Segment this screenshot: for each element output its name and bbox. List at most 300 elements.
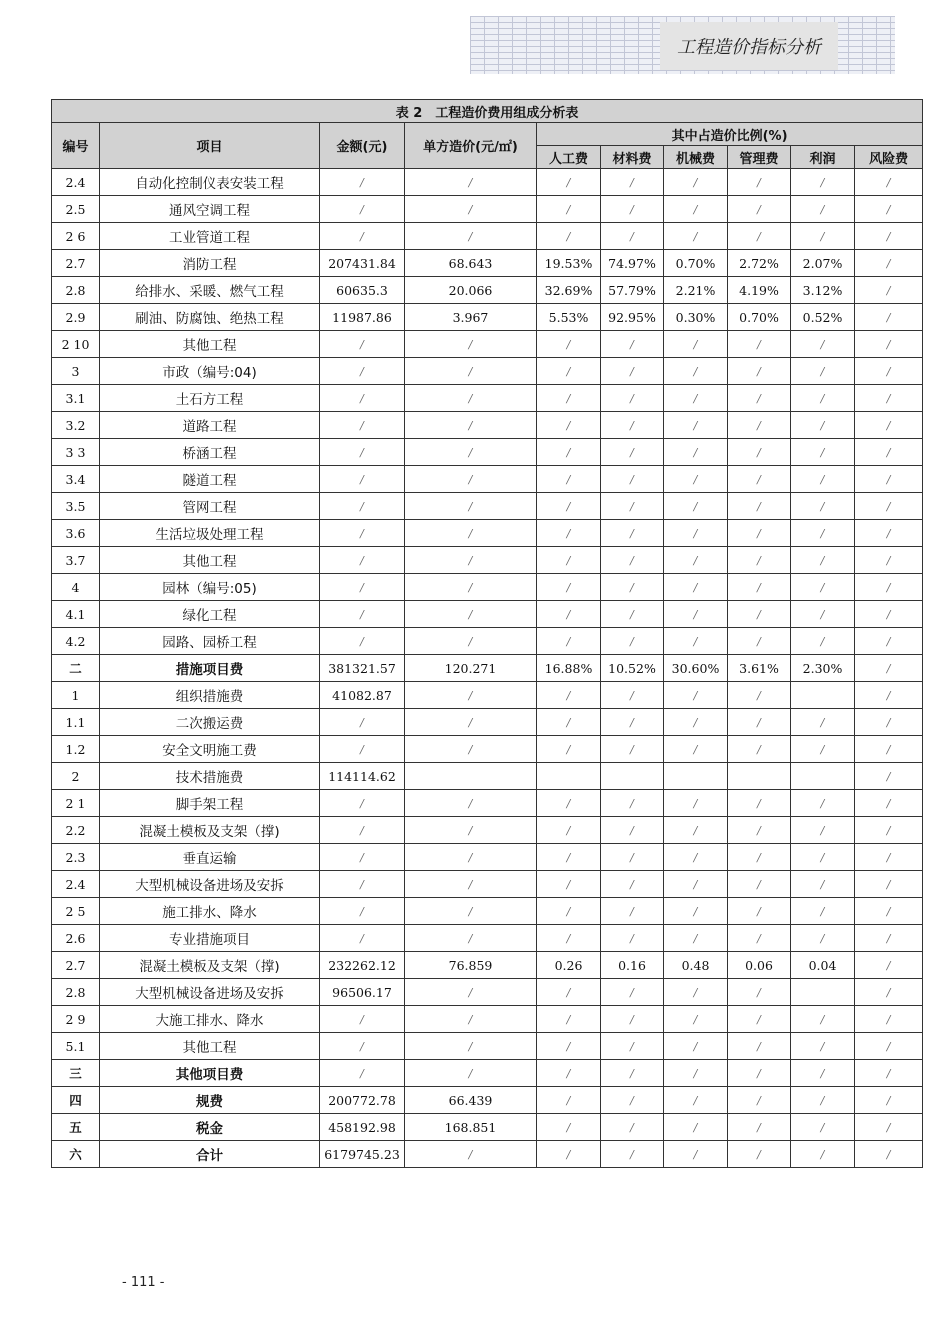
row-labor: 0.26 [537,952,601,979]
header-item: 项目 [100,123,320,169]
row-management: / [728,979,791,1006]
row-labor: / [537,1060,601,1087]
row-risk: / [855,682,923,709]
row-machinery: / [664,898,728,925]
row-machinery: / [664,223,728,250]
row-material: / [601,790,664,817]
row-risk: / [855,223,923,250]
row-amount: / [320,466,405,493]
row-material: / [601,709,664,736]
row-amount: / [320,871,405,898]
row-unit-price: / [405,574,537,601]
row-no: 2.8 [52,277,100,304]
row-item: 自动化控制仪表安装工程 [100,169,320,196]
table-row [52,682,923,709]
row-management: / [728,412,791,439]
row-risk: / [855,385,923,412]
row-labor: / [537,736,601,763]
row-risk: / [855,763,923,790]
row-material: / [601,979,664,1006]
row-item: 二次搬运费 [100,709,320,736]
row-amount: 41082.87 [320,682,405,709]
row-machinery: / [664,412,728,439]
row-item: 刷油、防腐蚀、绝热工程 [100,304,320,331]
table-row [52,1141,923,1168]
row-labor: / [537,331,601,358]
table-body [52,169,923,1168]
row-no: 2.7 [52,952,100,979]
row-no: 3.7 [52,547,100,574]
table-row [52,979,923,1006]
row-machinery: / [664,331,728,358]
row-labor: / [537,169,601,196]
row-unit-price: / [405,385,537,412]
row-unit-price: / [405,1006,537,1033]
row-profit: / [791,925,855,952]
table-row [52,574,923,601]
row-risk: / [855,196,923,223]
row-labor: / [537,1087,601,1114]
row-risk: / [855,1087,923,1114]
row-unit-price: / [405,601,537,628]
row-material: / [601,736,664,763]
row-unit-price: / [405,682,537,709]
row-profit: / [791,1060,855,1087]
row-machinery: / [664,601,728,628]
row-risk: / [855,871,923,898]
row-item: 通风空调工程 [100,196,320,223]
row-risk: / [855,1033,923,1060]
row-amount: 207431.84 [320,250,405,277]
row-item: 园路、园桥工程 [100,628,320,655]
row-unit-price: / [405,547,537,574]
row-risk: / [855,601,923,628]
row-risk: / [855,790,923,817]
row-amount: / [320,547,405,574]
row-risk: / [855,304,923,331]
row-item: 合计 [100,1141,320,1168]
row-management: / [728,601,791,628]
row-management: / [728,736,791,763]
row-material: / [601,547,664,574]
row-item: 土石方工程 [100,385,320,412]
row-management: / [728,844,791,871]
row-labor: / [537,466,601,493]
row-unit-price: / [405,871,537,898]
row-labor [537,763,601,790]
table-row [52,763,923,790]
row-profit: / [791,520,855,547]
row-profit: / [791,1033,855,1060]
row-item: 技术措施费 [100,763,320,790]
header-amount: 金额(元) [320,123,405,169]
row-material: 92.95% [601,304,664,331]
row-profit [791,682,855,709]
row-amount: / [320,601,405,628]
row-material: / [601,1114,664,1141]
row-material: 0.16 [601,952,664,979]
row-profit: / [791,1006,855,1033]
row-labor: / [537,412,601,439]
row-management: / [728,871,791,898]
row-material: / [601,682,664,709]
row-labor: / [537,817,601,844]
row-no: 2.6 [52,925,100,952]
row-no: 2.4 [52,871,100,898]
row-profit: / [791,574,855,601]
row-risk: / [855,709,923,736]
row-risk: / [855,844,923,871]
row-profit: / [791,358,855,385]
row-no: 2.3 [52,844,100,871]
row-labor: / [537,871,601,898]
row-material: / [601,169,664,196]
row-profit: / [791,169,855,196]
row-machinery: / [664,844,728,871]
row-material: / [601,898,664,925]
row-management: / [728,1060,791,1087]
row-labor: / [537,574,601,601]
row-risk: / [855,520,923,547]
row-management: / [728,574,791,601]
row-machinery: 0.48 [664,952,728,979]
row-labor: 19.53% [537,250,601,277]
row-unit-price: / [405,925,537,952]
row-material: / [601,1006,664,1033]
row-machinery: / [664,196,728,223]
row-amount: 6179745.23 [320,1141,405,1168]
header-machinery: 机械费 [664,146,728,169]
row-amount: / [320,520,405,547]
row-amount: / [320,709,405,736]
row-no: 2 1 [52,790,100,817]
row-machinery: / [664,1141,728,1168]
row-management: / [728,817,791,844]
row-risk: / [855,1114,923,1141]
row-management: 2.72% [728,250,791,277]
row-management: / [728,196,791,223]
row-item: 道路工程 [100,412,320,439]
row-no: 3.4 [52,466,100,493]
row-item: 给排水、采暖、燃气工程 [100,277,320,304]
row-labor: / [537,844,601,871]
row-profit: 2.07% [791,250,855,277]
row-profit: / [791,736,855,763]
header-no: 编号 [52,123,100,169]
row-no: 2 6 [52,223,100,250]
table-row [52,412,923,439]
row-management: / [728,223,791,250]
table-row [52,493,923,520]
row-item: 垂直运输 [100,844,320,871]
row-management: / [728,628,791,655]
row-risk: / [855,1060,923,1087]
row-machinery: 2.21% [664,277,728,304]
row-profit: 3.12% [791,277,855,304]
row-no: 3 [52,358,100,385]
row-management: / [728,925,791,952]
row-unit-price: / [405,493,537,520]
row-amount: 458192.98 [320,1114,405,1141]
row-no: 2.2 [52,817,100,844]
row-no: 2.7 [52,250,100,277]
row-risk: / [855,952,923,979]
row-amount: / [320,385,405,412]
row-risk: / [855,736,923,763]
row-unit-price: / [405,466,537,493]
row-machinery: 30.60% [664,655,728,682]
row-risk: / [855,1141,923,1168]
row-labor: / [537,709,601,736]
row-no: 2 10 [52,331,100,358]
row-item: 工业管道工程 [100,223,320,250]
row-amount: / [320,196,405,223]
row-amount: 60635.3 [320,277,405,304]
row-labor: 16.88% [537,655,601,682]
row-amount: / [320,817,405,844]
row-item: 大型机械设备进场及安拆 [100,871,320,898]
row-risk: / [855,925,923,952]
table-row [52,925,923,952]
row-unit-price: / [405,520,537,547]
row-machinery: / [664,1006,728,1033]
row-material: / [601,412,664,439]
row-machinery: / [664,439,728,466]
row-profit: / [791,628,855,655]
row-profit: 0.52% [791,304,855,331]
row-item: 混凝土模板及支架（撑) [100,817,320,844]
row-profit: / [791,331,855,358]
row-risk: / [855,898,923,925]
row-risk: / [855,331,923,358]
row-labor: / [537,790,601,817]
row-amount: / [320,844,405,871]
row-no: 4.2 [52,628,100,655]
row-material: 10.52% [601,655,664,682]
row-management: / [728,1033,791,1060]
row-machinery: / [664,547,728,574]
row-amount: / [320,1060,405,1087]
row-material: / [601,223,664,250]
row-labor: / [537,493,601,520]
row-material: / [601,1060,664,1087]
row-item: 混凝土模板及支架（撑) [100,952,320,979]
row-management: / [728,1006,791,1033]
row-material: / [601,1141,664,1168]
row-management: 0.06 [728,952,791,979]
row-labor: / [537,223,601,250]
table-row [52,439,923,466]
row-labor: / [537,601,601,628]
table-row [52,520,923,547]
table-row [52,196,923,223]
row-amount: / [320,223,405,250]
row-amount: / [320,574,405,601]
row-no: 4 [52,574,100,601]
row-machinery: / [664,709,728,736]
row-machinery: / [664,628,728,655]
table-caption: 表 2 工程造价费用组成分析表 [52,100,923,123]
row-item: 绿化工程 [100,601,320,628]
row-management: / [728,1114,791,1141]
row-labor: / [537,898,601,925]
row-material: / [601,196,664,223]
table-row [52,331,923,358]
row-amount: 200772.78 [320,1087,405,1114]
row-unit-price: / [405,898,537,925]
row-unit-price: 168.851 [405,1114,537,1141]
row-amount: 232262.12 [320,952,405,979]
header-ratio-group: 其中占造价比例(%) [537,123,923,146]
row-unit-price: / [405,790,537,817]
row-unit-price: / [405,736,537,763]
table-row [52,628,923,655]
row-machinery: / [664,493,728,520]
table-row [52,709,923,736]
row-management: 4.19% [728,277,791,304]
row-no: 3.1 [52,385,100,412]
row-machinery: / [664,1060,728,1087]
row-labor: 32.69% [537,277,601,304]
row-machinery: / [664,817,728,844]
header-unit-price: 单方造价(元/㎡) [405,123,537,169]
row-machinery: / [664,871,728,898]
row-material: / [601,1033,664,1060]
row-profit: 2.30% [791,655,855,682]
row-no: 2 [52,763,100,790]
header-management: 管理费 [728,146,791,169]
row-management: / [728,331,791,358]
row-labor: / [537,358,601,385]
row-machinery: / [664,385,728,412]
row-no: 2.8 [52,979,100,1006]
row-material: 74.97% [601,250,664,277]
row-amount: 381321.57 [320,655,405,682]
row-material: / [601,817,664,844]
row-item: 税金 [100,1114,320,1141]
row-profit: / [791,439,855,466]
table-row [52,817,923,844]
row-management: / [728,385,791,412]
row-no: 5.1 [52,1033,100,1060]
row-unit-price: 76.859 [405,952,537,979]
row-amount: 11987.86 [320,304,405,331]
row-management: / [728,493,791,520]
row-risk: / [855,574,923,601]
row-unit-price: / [405,439,537,466]
row-no: 3.6 [52,520,100,547]
header-risk: 风险费 [855,146,923,169]
row-profit: / [791,412,855,439]
table-row [52,385,923,412]
row-labor: / [537,979,601,1006]
row-item: 消防工程 [100,250,320,277]
row-amount: / [320,1033,405,1060]
row-risk: / [855,277,923,304]
table-row [52,169,923,196]
row-no: 2 9 [52,1006,100,1033]
row-item: 安全文明施工费 [100,736,320,763]
row-risk: / [855,412,923,439]
row-no: 2.5 [52,196,100,223]
row-item: 专业措施项目 [100,925,320,952]
row-labor: / [537,628,601,655]
row-item: 规费 [100,1087,320,1114]
row-item: 生活垃圾处理工程 [100,520,320,547]
row-labor: 5.53% [537,304,601,331]
row-amount: / [320,439,405,466]
row-amount: 114114.62 [320,763,405,790]
row-amount: / [320,412,405,439]
row-profit: / [791,1141,855,1168]
row-unit-price: / [405,412,537,439]
row-machinery: / [664,520,728,547]
row-profit: 0.04 [791,952,855,979]
row-amount: / [320,358,405,385]
cost-analysis-table [51,99,923,1168]
row-profit: / [791,196,855,223]
row-no: 1.2 [52,736,100,763]
row-material: / [601,1087,664,1114]
row-material: / [601,574,664,601]
row-unit-price: / [405,1033,537,1060]
row-profit: / [791,790,855,817]
row-material: / [601,331,664,358]
row-labor: / [537,547,601,574]
row-no: 1.1 [52,709,100,736]
row-material: / [601,520,664,547]
row-material: / [601,628,664,655]
row-profit: / [791,601,855,628]
row-item: 其他工程 [100,1033,320,1060]
row-management: / [728,709,791,736]
table-row [52,736,923,763]
table-row [52,1114,923,1141]
row-management: / [728,520,791,547]
table-row [52,1087,923,1114]
row-management: / [728,682,791,709]
row-risk: / [855,547,923,574]
row-item: 组织措施费 [100,682,320,709]
row-risk: / [855,1006,923,1033]
row-profit: / [791,1114,855,1141]
row-material: / [601,466,664,493]
row-material: / [601,871,664,898]
row-material: / [601,493,664,520]
row-machinery [664,763,728,790]
row-profit: / [791,817,855,844]
row-unit-price: / [405,844,537,871]
table-row [52,223,923,250]
row-risk: / [855,358,923,385]
row-unit-price: / [405,709,537,736]
row-no: 六 [52,1141,100,1168]
row-labor: / [537,520,601,547]
row-no: 2.4 [52,169,100,196]
row-management: / [728,1141,791,1168]
row-item: 桥涵工程 [100,439,320,466]
row-risk: / [855,439,923,466]
row-material: / [601,385,664,412]
row-item: 脚手架工程 [100,790,320,817]
row-unit-price: 20.066 [405,277,537,304]
row-amount: / [320,898,405,925]
table-row [52,277,923,304]
row-management [728,763,791,790]
row-amount: / [320,1006,405,1033]
row-machinery: / [664,1087,728,1114]
table-row [52,898,923,925]
